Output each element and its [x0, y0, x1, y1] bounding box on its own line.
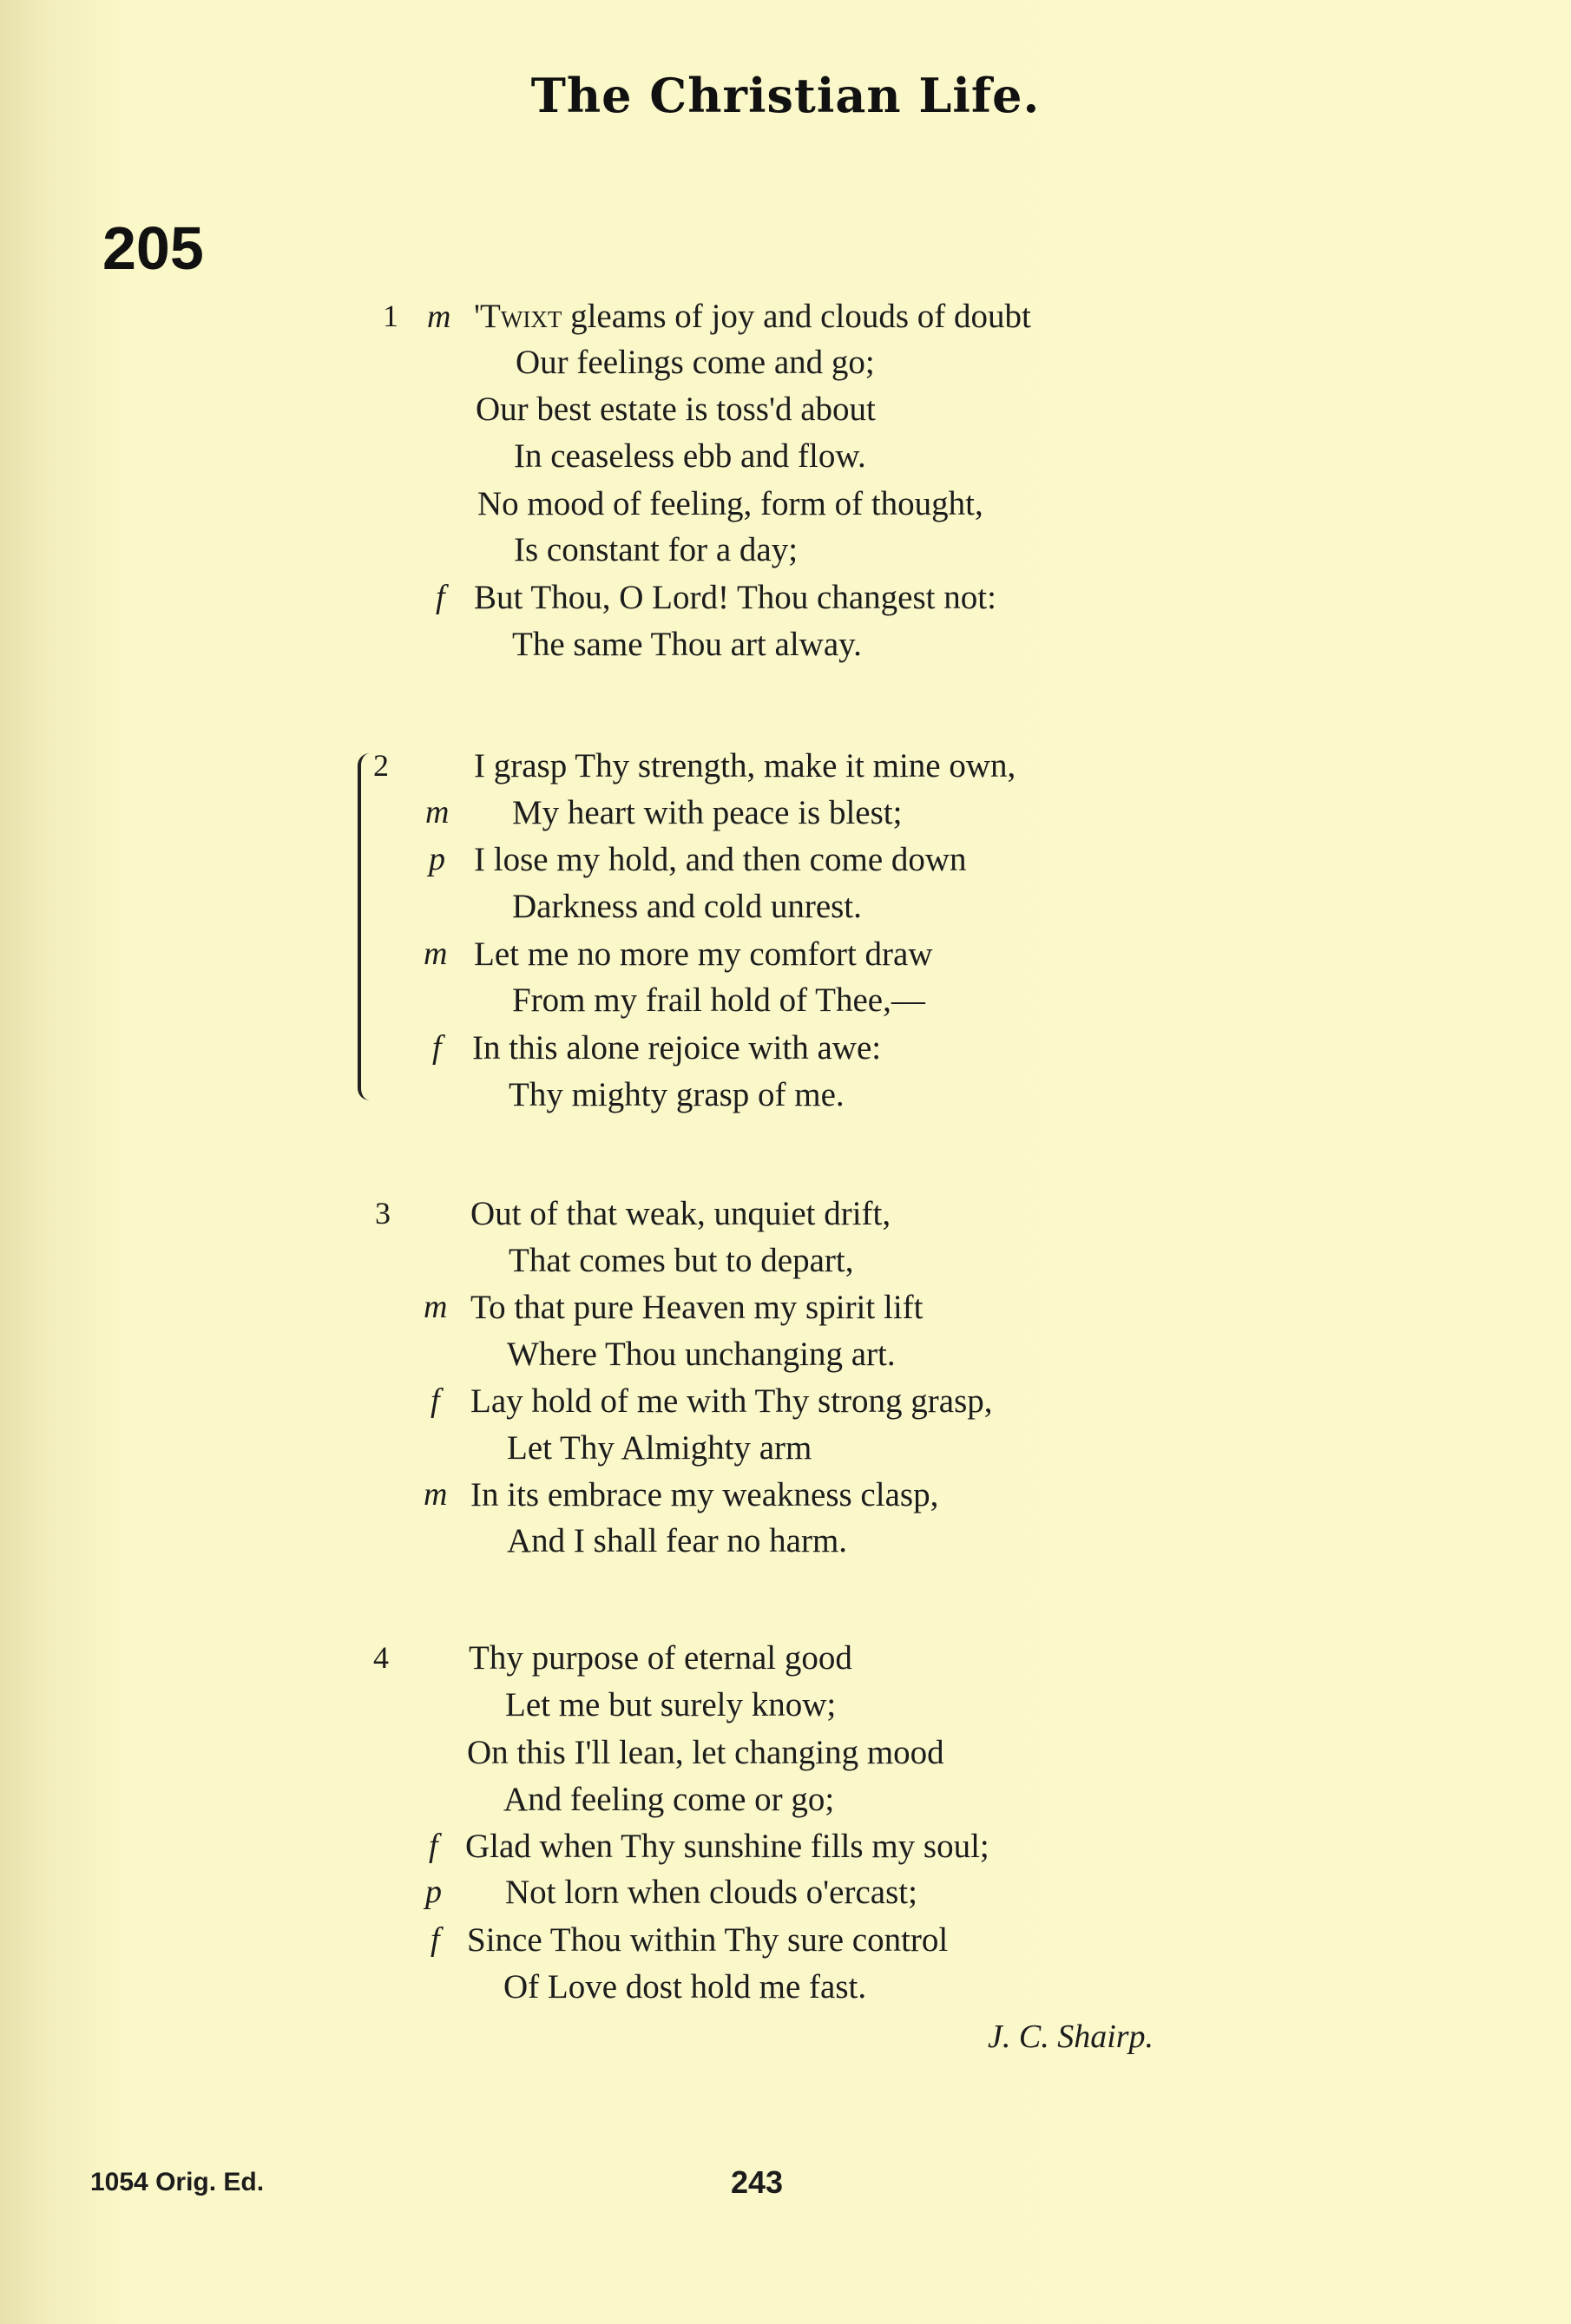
- running-title: The Christian Life.: [530, 68, 1041, 123]
- verse-line: Our feelings come and go;: [516, 344, 875, 381]
- verse-number: 1: [383, 299, 398, 333]
- verse-line: Thy mighty grasp of me.: [509, 1076, 845, 1113]
- verse-line: Thy purpose of eternal good: [469, 1639, 852, 1677]
- verse-line: I grasp Thy strength, make it mine own,: [474, 747, 1016, 785]
- dynamic-marking: m: [424, 936, 448, 972]
- verse-number: 3: [375, 1196, 391, 1231]
- verse-line: Lay hold of me with Thy strong grasp,: [470, 1382, 993, 1420]
- verse-line: Since Thou within Thy sure control: [467, 1921, 949, 1959]
- verse-line: Let me no more my comfort draw: [474, 936, 933, 973]
- verse-line: In this alone rejoice with awe:: [472, 1029, 882, 1067]
- verse-line: But Thou, O Lord! Thou changest not:: [474, 579, 996, 616]
- verse-number: 4: [373, 1640, 389, 1675]
- verse-line: In ceaseless ebb and flow.: [514, 437, 866, 475]
- dynamic-marking: m: [425, 794, 450, 830]
- dynamic-marking: m: [427, 299, 451, 335]
- verse-line: My heart with peace is blest;: [512, 794, 903, 831]
- verse-line: The same Thou art alway.: [512, 626, 862, 663]
- dynamic-marking: p: [425, 1874, 442, 1910]
- verse-line: And I shall fear no harm.: [507, 1522, 848, 1559]
- verse-line: Darkness and cold unrest.: [512, 888, 862, 925]
- hymn-number: 205: [102, 214, 204, 282]
- verse-line: In its embrace my weakness clasp,: [470, 1476, 939, 1513]
- dynamic-marking: f: [436, 579, 445, 615]
- verse-line: I lose my hold, and then come down: [474, 841, 967, 878]
- verse-line: Let me but surely know;: [505, 1686, 837, 1723]
- edition-reference: 1054 Orig. Ed.: [90, 2168, 265, 2196]
- dynamic-marking: m: [424, 1476, 448, 1513]
- verse-line: No mood of feeling, form of thought,: [477, 485, 983, 522]
- verse-line: Let Thy Almighty arm: [507, 1429, 812, 1467]
- dynamic-marking: p: [429, 841, 445, 877]
- verse-line: Glad when Thy sunshine fills my soul;: [465, 1828, 989, 1865]
- verse-line: Not lorn when clouds o'ercast;: [505, 1874, 917, 1911]
- verse-line-opening-word: 'Twixt: [474, 298, 562, 335]
- verse-line: And feeling come or go;: [503, 1781, 835, 1818]
- verse-number: 2: [373, 748, 389, 783]
- verse-line: To that pure Heaven my spirit lift: [470, 1289, 924, 1326]
- verse-line-text: gleams of joy and clouds of doubt: [562, 298, 1031, 335]
- verse-line: On this I'll lean, let changing mood: [467, 1734, 944, 1771]
- verse-line: That comes but to depart,: [509, 1242, 854, 1279]
- dynamic-marking: f: [431, 1382, 440, 1419]
- page-number: 243: [731, 2164, 784, 2200]
- verse-line: Of Love dost hold me fast.: [503, 1968, 867, 2006]
- repeat-brace: [358, 753, 375, 1100]
- verse-line: Is constant for a day;: [514, 531, 799, 568]
- verse-line: From my frail hold of Thee,—: [512, 981, 925, 1019]
- hymn-author: J. C. Shairp.: [988, 2019, 1154, 2055]
- dynamic-marking: m: [424, 1289, 448, 1325]
- verse-line: [474, 299, 1031, 333]
- dynamic-marking: f: [432, 1029, 442, 1066]
- verse-line: Out of that weak, unquiet drift,: [470, 1195, 891, 1232]
- verse-line: Our best estate is toss'd about: [476, 391, 876, 428]
- dynamic-marking: f: [429, 1828, 438, 1864]
- verse-line: Where Thou unchanging art.: [507, 1336, 896, 1373]
- dynamic-marking: f: [431, 1921, 440, 1958]
